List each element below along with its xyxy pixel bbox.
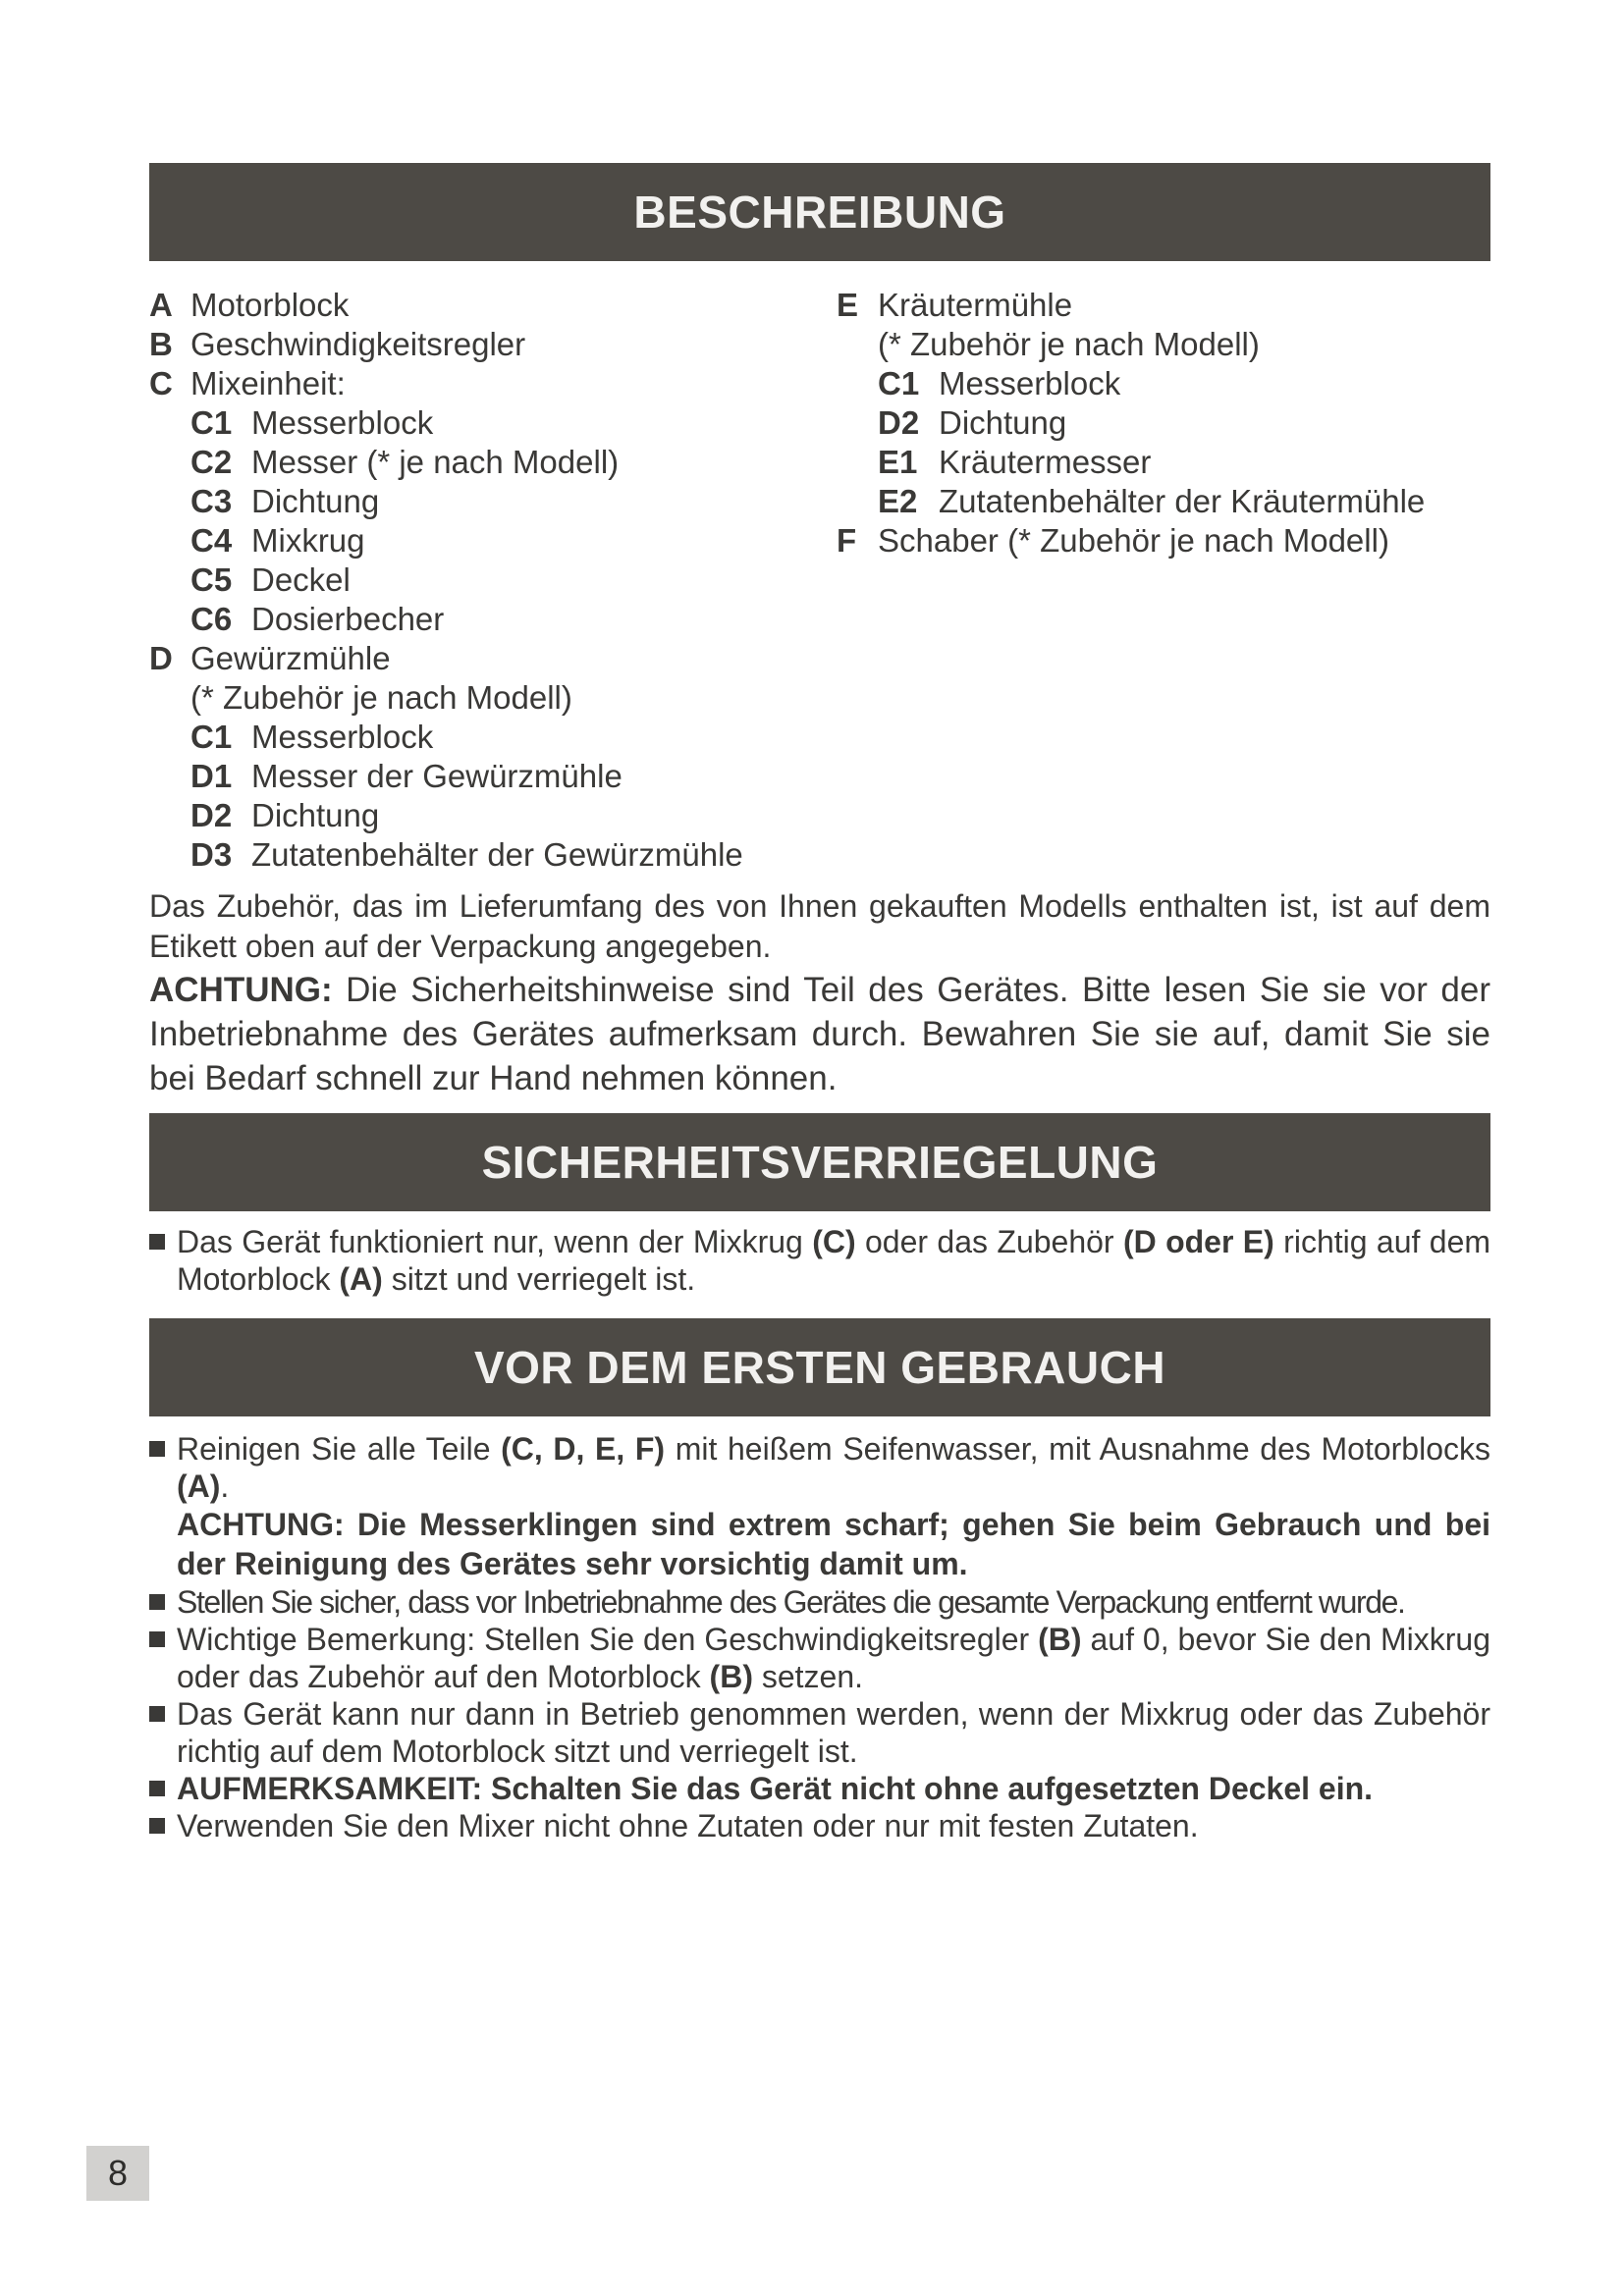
text-run: mit heißem Seifenwasser, mit Ausnahme des Motorblocks <box>665 1431 1490 1467</box>
part-text: Dichtung <box>939 404 1067 441</box>
part-text: Messer (* je nach Modell) <box>251 444 620 480</box>
bullet-square-icon <box>149 1441 165 1457</box>
part-text: Messerblock <box>251 404 434 441</box>
part-text: Messerblock <box>251 719 434 755</box>
text-run: Wichtige Bemerkung: Stellen Sie den Geschwindigkeitsregler <box>177 1622 1039 1657</box>
list-item <box>149 364 743 403</box>
part-text: Schaber (* Zubehör je nach Modell) <box>878 522 1389 559</box>
parts-list-right <box>837 286 1425 561</box>
section-header-beschreibung: BESCHREIBUNG <box>149 163 1490 261</box>
text-run: oder das Zubehör <box>855 1224 1123 1259</box>
bullet-square-icon <box>149 1781 165 1796</box>
list-item <box>149 718 743 757</box>
list-item <box>149 678 743 718</box>
list-item <box>149 482 743 521</box>
section-header-vor-dem-ersten-gebrauch: VOR DEM ERSTEN GEBRAUCH <box>149 1318 1490 1416</box>
part-key: C4 <box>190 522 233 559</box>
part-text: Zutatenbehälter der Kräutermühle <box>939 483 1426 519</box>
list-item <box>149 639 743 678</box>
part-key: C <box>149 365 173 401</box>
text-bold: (B) <box>1038 1622 1082 1657</box>
list-item <box>149 1695 1490 1770</box>
list-item <box>149 1770 1490 1807</box>
list-item <box>149 1583 1490 1621</box>
bullet-square-icon <box>149 1818 165 1834</box>
parts-list-left <box>149 286 743 875</box>
part-key: D2 <box>878 404 920 441</box>
part-key: D1 <box>190 758 233 794</box>
caution-note <box>149 1505 1490 1583</box>
text-run: setzen. <box>752 1659 864 1694</box>
part-key: C1 <box>190 404 233 441</box>
part-key: B <box>149 326 173 362</box>
list-item <box>837 521 1425 561</box>
list-item <box>837 403 1425 443</box>
part-key: C5 <box>190 561 233 598</box>
part-text: Gewürzmühle <box>190 640 391 676</box>
part-key: F <box>837 522 857 559</box>
part-text: Dichtung <box>251 797 380 833</box>
part-key: C2 <box>190 444 233 480</box>
part-text: Dosierbecher <box>251 601 445 637</box>
part-text: Geschwindigkeitsregler <box>190 326 526 362</box>
part-text: Zutatenbehälter der Gewürzmühle <box>251 836 743 873</box>
text-run: Reinigen Sie alle Teile <box>177 1431 502 1467</box>
part-text: Motorblock <box>190 287 350 323</box>
list-item <box>149 443 743 482</box>
list-item <box>837 325 1425 364</box>
list-item <box>149 1223 1490 1298</box>
part-key: D2 <box>190 797 233 833</box>
list-item <box>837 443 1425 482</box>
part-note: (* Zubehör je nach Modell) <box>878 326 1260 362</box>
warning-text: Die Sicherheitshinweise sind Teil des Gerätes. Bitte lesen Sie sie vor der Inbetriebnahme des Gerätes aufmerksam durch. Bewahren Sie sie auf, damit Sie sie bei Bedarf schnell zur Hand nehmen können. <box>149 971 1490 1097</box>
accessory-note: Das Zubehör, das im Lieferumfang des von Ihnen gekauften Modells enthalten ist, ist auf dem Etikett oben auf der Verpackung angegeben. <box>149 888 1490 964</box>
text-run: sitzt und verriegelt ist. <box>382 1261 696 1297</box>
part-key: E <box>837 287 859 323</box>
part-text: Kräutermühle <box>878 287 1073 323</box>
bullet-square-icon <box>149 1706 165 1722</box>
list-item <box>149 1807 1490 1844</box>
bullet-text: Stellen Sie sicher, dass vor Inbetriebnahme des Gerätes die gesamte Verpackung entfernt wurde. <box>177 1584 1405 1620</box>
part-key: C1 <box>878 365 920 401</box>
text-bold: (D oder E) <box>1122 1224 1274 1259</box>
part-text: Deckel <box>251 561 351 598</box>
text-bold: (A) <box>339 1261 383 1297</box>
part-text: Mixeinheit: <box>190 365 346 401</box>
part-key: D3 <box>190 836 233 873</box>
part-note: (* Zubehör je nach Modell) <box>190 679 572 716</box>
bullet-square-icon <box>149 1631 165 1647</box>
bullet-text: Das Gerät kann nur dann in Betrieb genommen werden, wenn der Mixkrug oder das Zubehör richtig auf dem Motorblock sitzt und verriegelt ist. <box>177 1696 1490 1769</box>
list-item <box>149 561 743 600</box>
text-run: auf 0, bevor Sie den Mixkrug oder das Zubehör auf den Motorblock <box>177 1622 1491 1694</box>
first-use-bullet-list <box>149 1430 1490 1844</box>
text-run: richtig auf dem Motorblock <box>177 1224 1491 1297</box>
list-item <box>837 286 1425 325</box>
page-number: 8 <box>86 2146 149 2201</box>
list-item <box>149 521 743 561</box>
text-run: Das Gerät funktioniert nur, wenn der Mixkrug <box>177 1224 813 1259</box>
text-bold: (B) <box>709 1659 753 1694</box>
bullet-text: Verwenden Sie den Mixer nicht ohne Zutaten oder nur mit festen Zutaten. <box>177 1808 1199 1843</box>
list-item <box>149 600 743 639</box>
warning-label: ACHTUNG: <box>149 971 333 1009</box>
text-bold: (C) <box>812 1224 856 1259</box>
part-text: Messer der Gewürzmühle <box>251 758 623 794</box>
section-header-sicherheitsverriegelung: SICHERHEITSVERRIEGELUNG <box>149 1113 1490 1211</box>
list-item <box>149 403 743 443</box>
safety-warning <box>149 968 1490 1100</box>
bullet-square-icon <box>149 1234 165 1250</box>
safety-bullet-list <box>149 1223 1490 1298</box>
part-text: Messerblock <box>939 365 1121 401</box>
caution-text: ACHTUNG: Die Messerklingen sind extrem scharf; gehen Sie beim Gebrauch und bei der Reinigung des Gerätes sehr vorsichtig damit um. <box>177 1507 1490 1581</box>
part-text: Dichtung <box>251 483 380 519</box>
list-item <box>149 757 743 796</box>
part-text: Kräutermesser <box>939 444 1152 480</box>
part-key: E2 <box>878 483 918 519</box>
part-key: A <box>149 287 173 323</box>
list-item <box>149 796 743 835</box>
text-bold: (C, D, E, F) <box>501 1431 666 1467</box>
list-item <box>149 1621 1490 1695</box>
bullet-text <box>177 1430 1490 1505</box>
bullet-text <box>177 1223 1490 1298</box>
text-bold: (A) <box>177 1468 221 1504</box>
list-item <box>149 1430 1490 1505</box>
list-item <box>149 286 743 325</box>
part-text: Mixkrug <box>251 522 365 559</box>
bullet-text <box>177 1621 1490 1695</box>
part-key: C6 <box>190 601 233 637</box>
part-key: E1 <box>878 444 918 480</box>
text-run: . <box>220 1468 230 1504</box>
bullet-text: AUFMERKSAMKEIT: Schalten Sie das Gerät nicht ohne aufgesetzten Deckel ein. <box>177 1771 1374 1806</box>
list-item <box>837 364 1425 403</box>
list-item <box>149 835 743 875</box>
list-item <box>149 325 743 364</box>
part-key: C1 <box>190 719 233 755</box>
list-item <box>837 482 1425 521</box>
part-key: C3 <box>190 483 233 519</box>
bullet-square-icon <box>149 1594 165 1610</box>
part-key: D <box>149 640 173 676</box>
